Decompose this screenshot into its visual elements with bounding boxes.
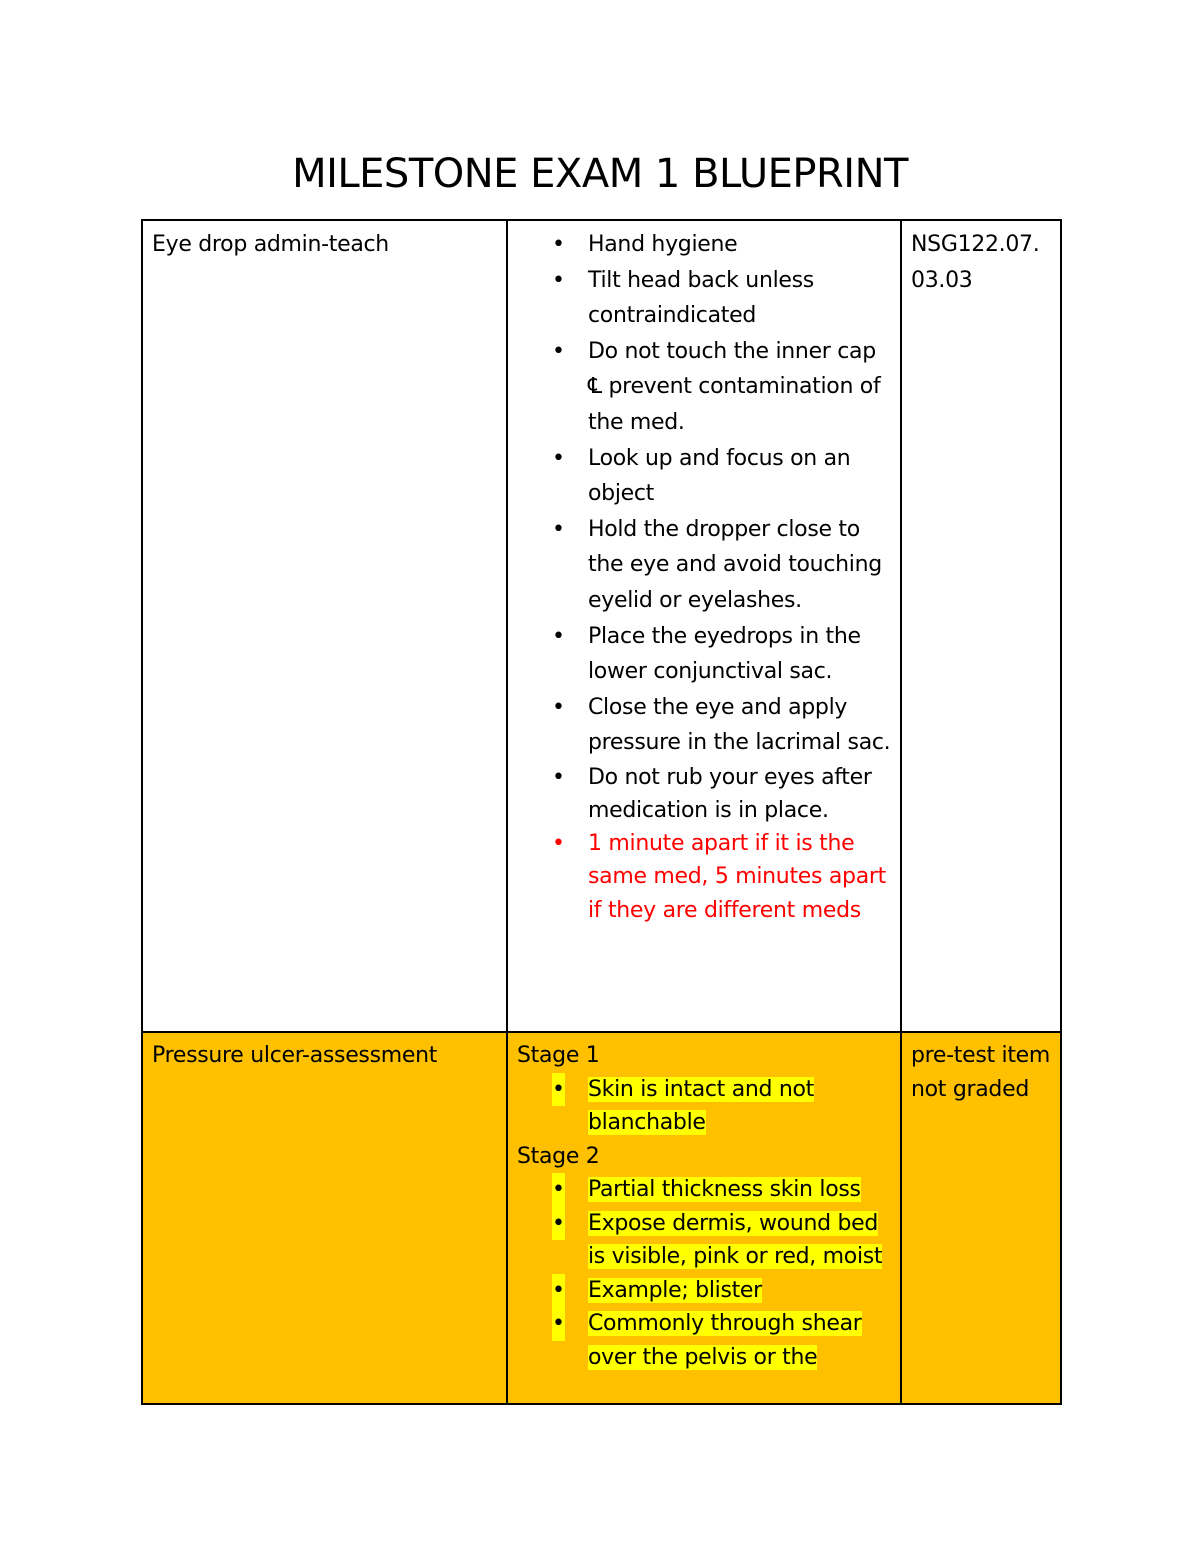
blueprint-table: [141, 219, 1062, 1405]
topic-label: Pressure ulcer-assessment: [152, 1043, 438, 1068]
list-item: • Example; blister: [517, 1274, 892, 1308]
bullet-icon: •: [552, 1207, 565, 1241]
list-item: • Partial thickness skin loss: [517, 1173, 892, 1207]
bullet-list: [517, 1173, 892, 1374]
objective-code: NSG122.07.03.03: [911, 232, 1040, 293]
list-item: • Hand hygiene: [517, 227, 892, 263]
list-item: • Expose dermis, wound bed is visible, pink or red, moist: [517, 1207, 892, 1274]
bullet-icon: •: [552, 1307, 565, 1341]
bullet-icon: •: [552, 694, 565, 720]
bullet-icon: •: [552, 516, 565, 542]
topic-cell: [142, 1032, 507, 1404]
list-item: • Tilt head back unless contraindicated: [517, 263, 892, 334]
bullet-icon: •: [552, 1173, 565, 1207]
note-cell: [901, 1032, 1061, 1404]
bullet-icon: •: [552, 764, 565, 790]
topic-label: Eye drop admin-teach: [152, 232, 389, 257]
bullet-icon: •: [552, 232, 565, 257]
grading-note: pre-test item not graded: [911, 1043, 1051, 1102]
stage-label: Stage 1: [517, 1043, 600, 1068]
list-item-emphasis: • 1 minute apart if it is the same med, 5 minutes apart if they are different meds: [517, 827, 892, 928]
table-row: [142, 1032, 1061, 1404]
bullet-icon: •: [552, 623, 565, 649]
bullet-icon: •: [552, 1073, 565, 1107]
stage-label: Stage 2: [517, 1143, 600, 1169]
list-item: • Look up and focus on an object: [517, 441, 892, 512]
bullet-icon: •: [552, 1274, 565, 1308]
topic-cell: [142, 220, 507, 1032]
content-cell: [507, 1032, 901, 1404]
code-cell: [901, 220, 1061, 1032]
content-cell: [507, 220, 901, 1032]
list-item: • Do not rub your eyes after medication is in place.: [517, 761, 892, 827]
list-item: • Close the eye and apply pressure in the lacrimal sac.: [517, 690, 892, 761]
bullet-icon: •: [552, 267, 565, 293]
bullet-icon: •: [552, 338, 565, 364]
list-item: • Commonly through shear over the pelvis or the: [517, 1307, 892, 1374]
list-item: • Place the eyedrops in the lower conjunctival sac.: [517, 619, 892, 690]
bullet-list: [517, 1073, 892, 1140]
list-item: • Do not touch the inner cap ℄ prevent contamination of the med.: [517, 334, 892, 441]
list-item: • Skin is intact and not blanchable: [517, 1073, 892, 1140]
bullet-icon: •: [552, 830, 565, 856]
list-item: • Hold the dropper close to the eye and avoid touching eyelid or eyelashes.: [517, 512, 892, 619]
bullet-list: [517, 227, 892, 927]
page-title: MILESTONE EXAM 1 BLUEPRINT: [292, 151, 908, 197]
bullet-icon: •: [552, 445, 565, 471]
table-row: [142, 220, 1061, 1032]
